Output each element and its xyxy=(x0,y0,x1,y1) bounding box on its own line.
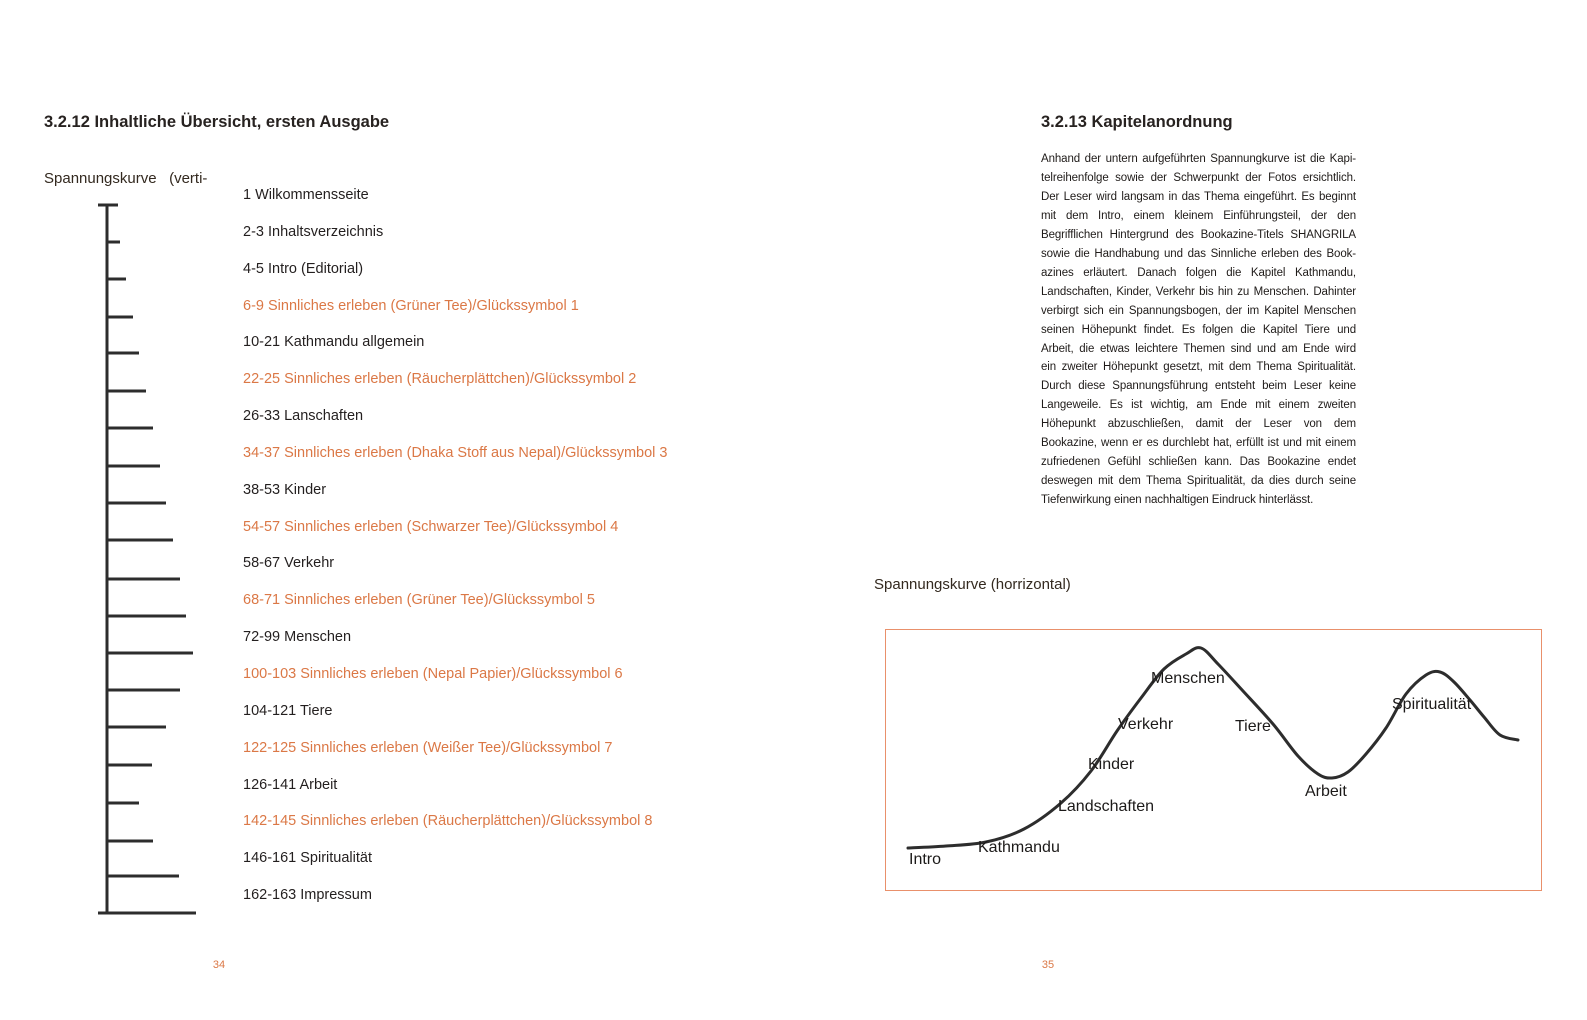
curve-chapter-label: Intro xyxy=(909,851,942,868)
body-paragraph-line: Landschaften, Kinder, Verkehr bis hin zu Menschen. Dahinter xyxy=(1041,285,1356,298)
body-paragraph-line: Höhepunkt abzuschließen, damit der Leser von dem xyxy=(1041,418,1356,431)
toc-item: 1 Wilkommensseite xyxy=(243,187,369,203)
curve-chapter-label: Verkehr xyxy=(1118,716,1174,733)
body-paragraph-line: seinen Höhepunkt findet. Es folgen die Kapitel Tiere und xyxy=(1041,323,1356,336)
toc-item: 72-99 Menschen xyxy=(243,629,352,646)
body-paragraph xyxy=(1041,150,1356,510)
toc-item: 142-145 Sinnliches erleben (Räucherplättchen)/Glückssymbol 8 xyxy=(243,813,653,830)
body-paragraph-line: Tiefenwirkung einen nachhaltigen Eindruck hinterlässt. xyxy=(1041,494,1314,507)
body-paragraph-line: Der Leser wird langsam in das Thema eingeführt. Es beginnt xyxy=(1041,190,1356,203)
toc-item: 122-125 Sinnliches erleben (Weißer Tee)/Glückssymbol 7 xyxy=(243,739,613,756)
vertical-curve-title: Spannungskurve (verti- xyxy=(44,170,208,187)
toc-item: 2-3 Inhaltsverzeichnis xyxy=(243,223,384,240)
page-number-left: 34 xyxy=(212,959,226,971)
toc-item: 38-53 Kinder xyxy=(243,481,327,498)
curve-chapter-label: Landschaften xyxy=(1058,798,1155,815)
body-paragraph-line: Bookazine, wenn er es durchlebt hat, erfüllt ist und mit einem xyxy=(1041,437,1356,450)
body-paragraph-line: Durch diese Spannungsführung entsteht beim Leser keine xyxy=(1041,380,1356,393)
body-paragraph-line: telreihenfolge sowie der Schwerpunkt der Fotos ersichtlich. xyxy=(1041,171,1356,184)
toc-item: 100-103 Sinnliches erleben (Nepal Papier)/Glückssymbol 6 xyxy=(243,665,623,682)
body-paragraph-line: azines erläutert. Danach folgen die Kapitel Kathmandu, xyxy=(1041,266,1356,279)
horizontal-curve-title: Spannungskurve (horrizontal) xyxy=(874,576,1071,593)
page-number-right: 35 xyxy=(1041,959,1055,971)
toc-item: 22-25 Sinnliches erleben (Räucherplättchen)/Glückssymbol 2 xyxy=(243,371,637,388)
section-heading-left: 3.2.12 Inhaltliche Übersicht, ersten Ausgabe xyxy=(44,113,390,131)
curve-chapter-label: Kathmandu xyxy=(978,839,1060,856)
toc-item: 10-21 Kathmandu allgemein xyxy=(243,334,425,351)
toc-item: 6-9 Sinnliches erleben (Grüner Tee)/Glückssymbol 1 xyxy=(243,297,579,314)
body-paragraph-line: Begrifflichen Hintergrund des Bookazine-Titels SHANGRILA xyxy=(1041,228,1356,241)
body-paragraph-line: Langeweile. Es ist wichtig, am Ende mit einem zweiten xyxy=(1041,399,1356,412)
body-paragraph-line: verbirgt sich ein Spannungsbogen, der im Kapitel Menschen xyxy=(1041,304,1356,317)
curve-chapter-label: Menschen xyxy=(1151,670,1225,687)
body-paragraph-line: sowie die Handhabung und das Sinnliche erleben des Book- xyxy=(1041,247,1356,260)
curve-chapter-label: Kinder xyxy=(1088,756,1135,773)
toc-item: 104-121 Tiere xyxy=(243,702,333,719)
toc-item: 34-37 Sinnliches erleben (Dhaka Stoff aus Nepal)/Glückssymbol 3 xyxy=(243,444,668,461)
body-paragraph-line: Anhand der untern aufgeführten Spannungkurve ist die Kapi- xyxy=(1041,153,1356,165)
curve-chapter-label: Tiere xyxy=(1235,718,1271,735)
body-paragraph-line: deswegen mit dem Thema Spiritualität, da dies durch seine xyxy=(1041,475,1356,488)
toc-item: 58-67 Verkehr xyxy=(243,555,335,572)
body-paragraph-line: Arbeit, die etwas leichtere Themen sind und am Ende wird xyxy=(1041,342,1356,355)
curve-chapter-label: Arbeit xyxy=(1305,783,1347,800)
toc-item: 54-57 Sinnliches erleben (Schwarzer Tee)/Glückssymbol 4 xyxy=(243,518,619,535)
toc-item: 126-141 Arbeit xyxy=(243,776,338,793)
toc-item: 26-33 Lanschaften xyxy=(243,408,364,425)
toc-item: 146-161 Spiritualität xyxy=(243,850,372,867)
toc-item: 4-5 Intro (Editorial) xyxy=(243,260,364,277)
tension-curve-box xyxy=(885,629,1542,891)
body-paragraph-line: mit dem Intro, einem kleinem Einführungsteil, der den xyxy=(1041,209,1356,222)
curve-chapter-label: Spiritualität xyxy=(1392,696,1472,713)
section-heading-right: 3.2.13 Kapitelanordnung xyxy=(1041,113,1233,131)
body-paragraph-line: zufriedenen Gefühl schließen kann. Das Bookazine endet xyxy=(1041,456,1356,469)
body-paragraph-line: ein zweiter Höhepunkt gesetzt, mit dem Thema Spiritualität. xyxy=(1041,361,1356,374)
toc-item: 68-71 Sinnliches erleben (Grüner Tee)/Glückssymbol 5 xyxy=(243,592,595,609)
toc-item: 162-163 Impressum xyxy=(243,887,372,904)
